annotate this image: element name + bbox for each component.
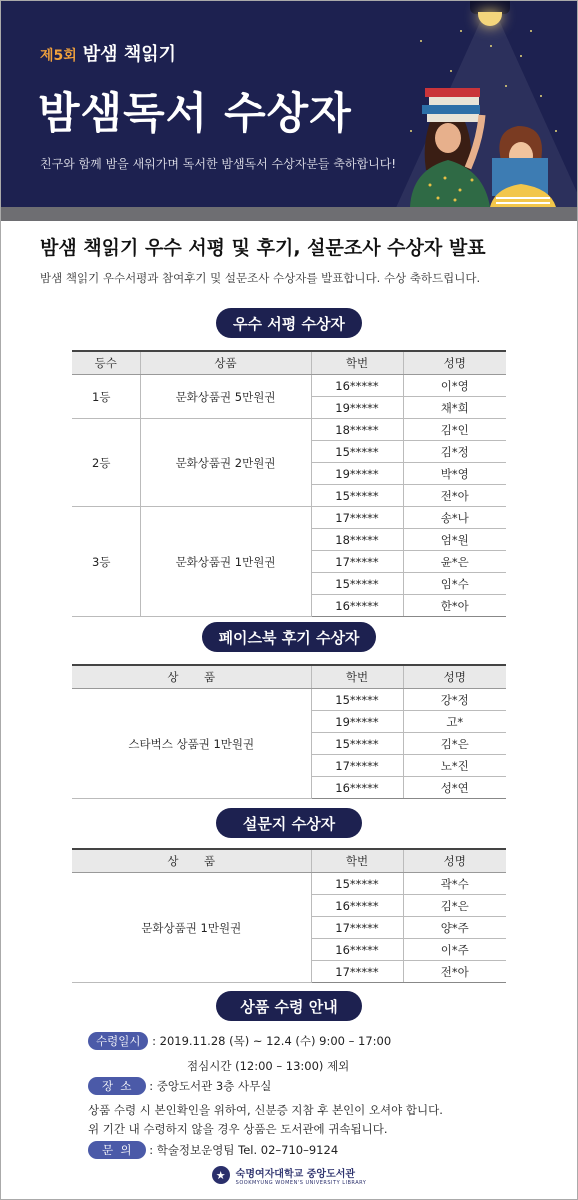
winner-name-cell: 곽*수: [403, 873, 506, 895]
winner-name-cell: 전*아: [403, 485, 506, 507]
review-section-title: 우수 서평 수상자: [216, 308, 362, 338]
winner-name-cell: 양*주: [403, 917, 506, 939]
prize-cell: 문화상품권 1만원권: [140, 507, 311, 617]
header-name: 성명: [403, 351, 506, 375]
winner-name-cell: 이*주: [403, 939, 506, 961]
rank-cell: 3등: [72, 507, 140, 617]
lunch-note: 점심시간 (12:00 – 13:00) 제외: [187, 1059, 350, 1073]
facebook-section-title: 페이스북 후기 수상자: [202, 622, 376, 652]
student-id-cell: 19*****: [311, 711, 403, 733]
pickup-guide-title: 상품 수령 안내: [216, 991, 362, 1021]
header-student-id: 학번: [311, 351, 403, 375]
winner-name-cell: 김*인: [403, 419, 506, 441]
announcement-description: 밤샘 책읽기 우수서평과 참여후기 및 설문조사 수상자를 발표합니다. 수상 축하드립니다.: [40, 271, 481, 285]
survey-section-title: 설문지 수상자: [216, 808, 362, 838]
id-note: 상품 수령 시 본인확인을 위하여, 신분증 지참 후 본인이 오셔야 합니다.: [88, 1103, 443, 1117]
student-id-cell: 16*****: [311, 595, 403, 617]
header-name: 성명: [403, 665, 506, 689]
student-id-cell: 15*****: [311, 573, 403, 595]
student-id-cell: 17*****: [311, 551, 403, 573]
winner-name-cell: 윤*은: [403, 551, 506, 573]
prize-cell: 문화상품권 2만원권: [140, 419, 311, 507]
header-student-id: 학번: [311, 665, 403, 689]
prize-cell: 스타벅스 상품권 1만원권: [72, 689, 311, 799]
winner-name-cell: 박*영: [403, 463, 506, 485]
library-name: 숙명여자대학교 중앙도서관: [235, 1168, 356, 1180]
header-name: 성명: [403, 849, 506, 873]
student-id-cell: 17*****: [311, 917, 403, 939]
library-name-english: SOOKMYUNG WOMEN'S UNIVERSITY LIBRARY: [235, 1179, 367, 1186]
student-id-cell: 15*****: [311, 733, 403, 755]
prize-cell: 문화상품권 1만원권: [72, 873, 311, 983]
student-id-cell: 16*****: [311, 777, 403, 799]
event-round: 제5회: [40, 48, 77, 64]
winner-name-cell: 김*정: [403, 441, 506, 463]
header-prize: 상품: [140, 351, 311, 375]
student-id-cell: 15*****: [311, 441, 403, 463]
winner-name-cell: 성*연: [403, 777, 506, 799]
contact-tag: 문 의: [88, 1141, 146, 1159]
pickup-place: : 중앙도서관 3층 사무실: [149, 1079, 272, 1093]
university-seal-icon: ★: [212, 1166, 230, 1184]
student-id-cell: 15*****: [311, 689, 403, 711]
event-name: 밤샘 책읽기: [82, 44, 177, 65]
winner-name-cell: 김*은: [403, 895, 506, 917]
place-tag: 장 소: [88, 1077, 146, 1095]
prize-cell: 문화상품권 5만원권: [140, 375, 311, 419]
winner-name-cell: 김*은: [403, 733, 506, 755]
student-id-cell: 17*****: [311, 961, 403, 983]
student-id-cell: 16*****: [311, 895, 403, 917]
student-id-cell: 17*****: [311, 507, 403, 529]
student-id-cell: 19*****: [311, 397, 403, 419]
contact-info: : 학술정보운영팀 Tel. 02–710–9124: [149, 1143, 339, 1157]
header-prize: 상 품: [72, 849, 311, 873]
header-prize: 상 품: [72, 665, 311, 689]
winner-name-cell: 노*진: [403, 755, 506, 777]
student-id-cell: 18*****: [311, 419, 403, 441]
header-student-id: 학번: [311, 849, 403, 873]
banner-subtitle: 친구와 함께 밤을 새워가며 독서한 밤샘독서 수상자분들 축하합니다!: [40, 157, 397, 171]
winner-name-cell: 채*희: [403, 397, 506, 419]
student-id-cell: 18*****: [311, 529, 403, 551]
winner-name-cell: 임*수: [403, 573, 506, 595]
winner-name-cell: 이*영: [403, 375, 506, 397]
pickup-period: : 2019.11.28 (목) ~ 12.4 (수) 9:00 – 17:00: [152, 1034, 392, 1048]
winner-name-cell: 강*정: [403, 689, 506, 711]
forfeit-note: 위 기간 내 수령하지 않을 경우 상품은 도서관에 귀속됩니다.: [88, 1122, 388, 1136]
student-id-cell: 17*****: [311, 755, 403, 777]
winner-name-cell: 고*: [403, 711, 506, 733]
winner-name-cell: 엄*원: [403, 529, 506, 551]
page-title: 밤샘독서 수상자: [38, 89, 352, 139]
student-id-cell: 16*****: [311, 939, 403, 961]
winner-name-cell: 한*아: [403, 595, 506, 617]
student-id-cell: 15*****: [311, 485, 403, 507]
period-tag: 수령일시: [88, 1032, 148, 1050]
header-rank: 등수: [72, 351, 140, 375]
announcement-title: 밤샘 책읽기 우수 서평 및 후기, 설문조사 수상자 발표: [40, 237, 486, 259]
student-id-cell: 16*****: [311, 375, 403, 397]
rank-cell: 2등: [72, 419, 140, 507]
winner-name-cell: 전*아: [403, 961, 506, 983]
student-id-cell: 15*****: [311, 873, 403, 895]
student-id-cell: 19*****: [311, 463, 403, 485]
winner-name-cell: 송*나: [403, 507, 506, 529]
rank-cell: 1등: [72, 375, 140, 419]
